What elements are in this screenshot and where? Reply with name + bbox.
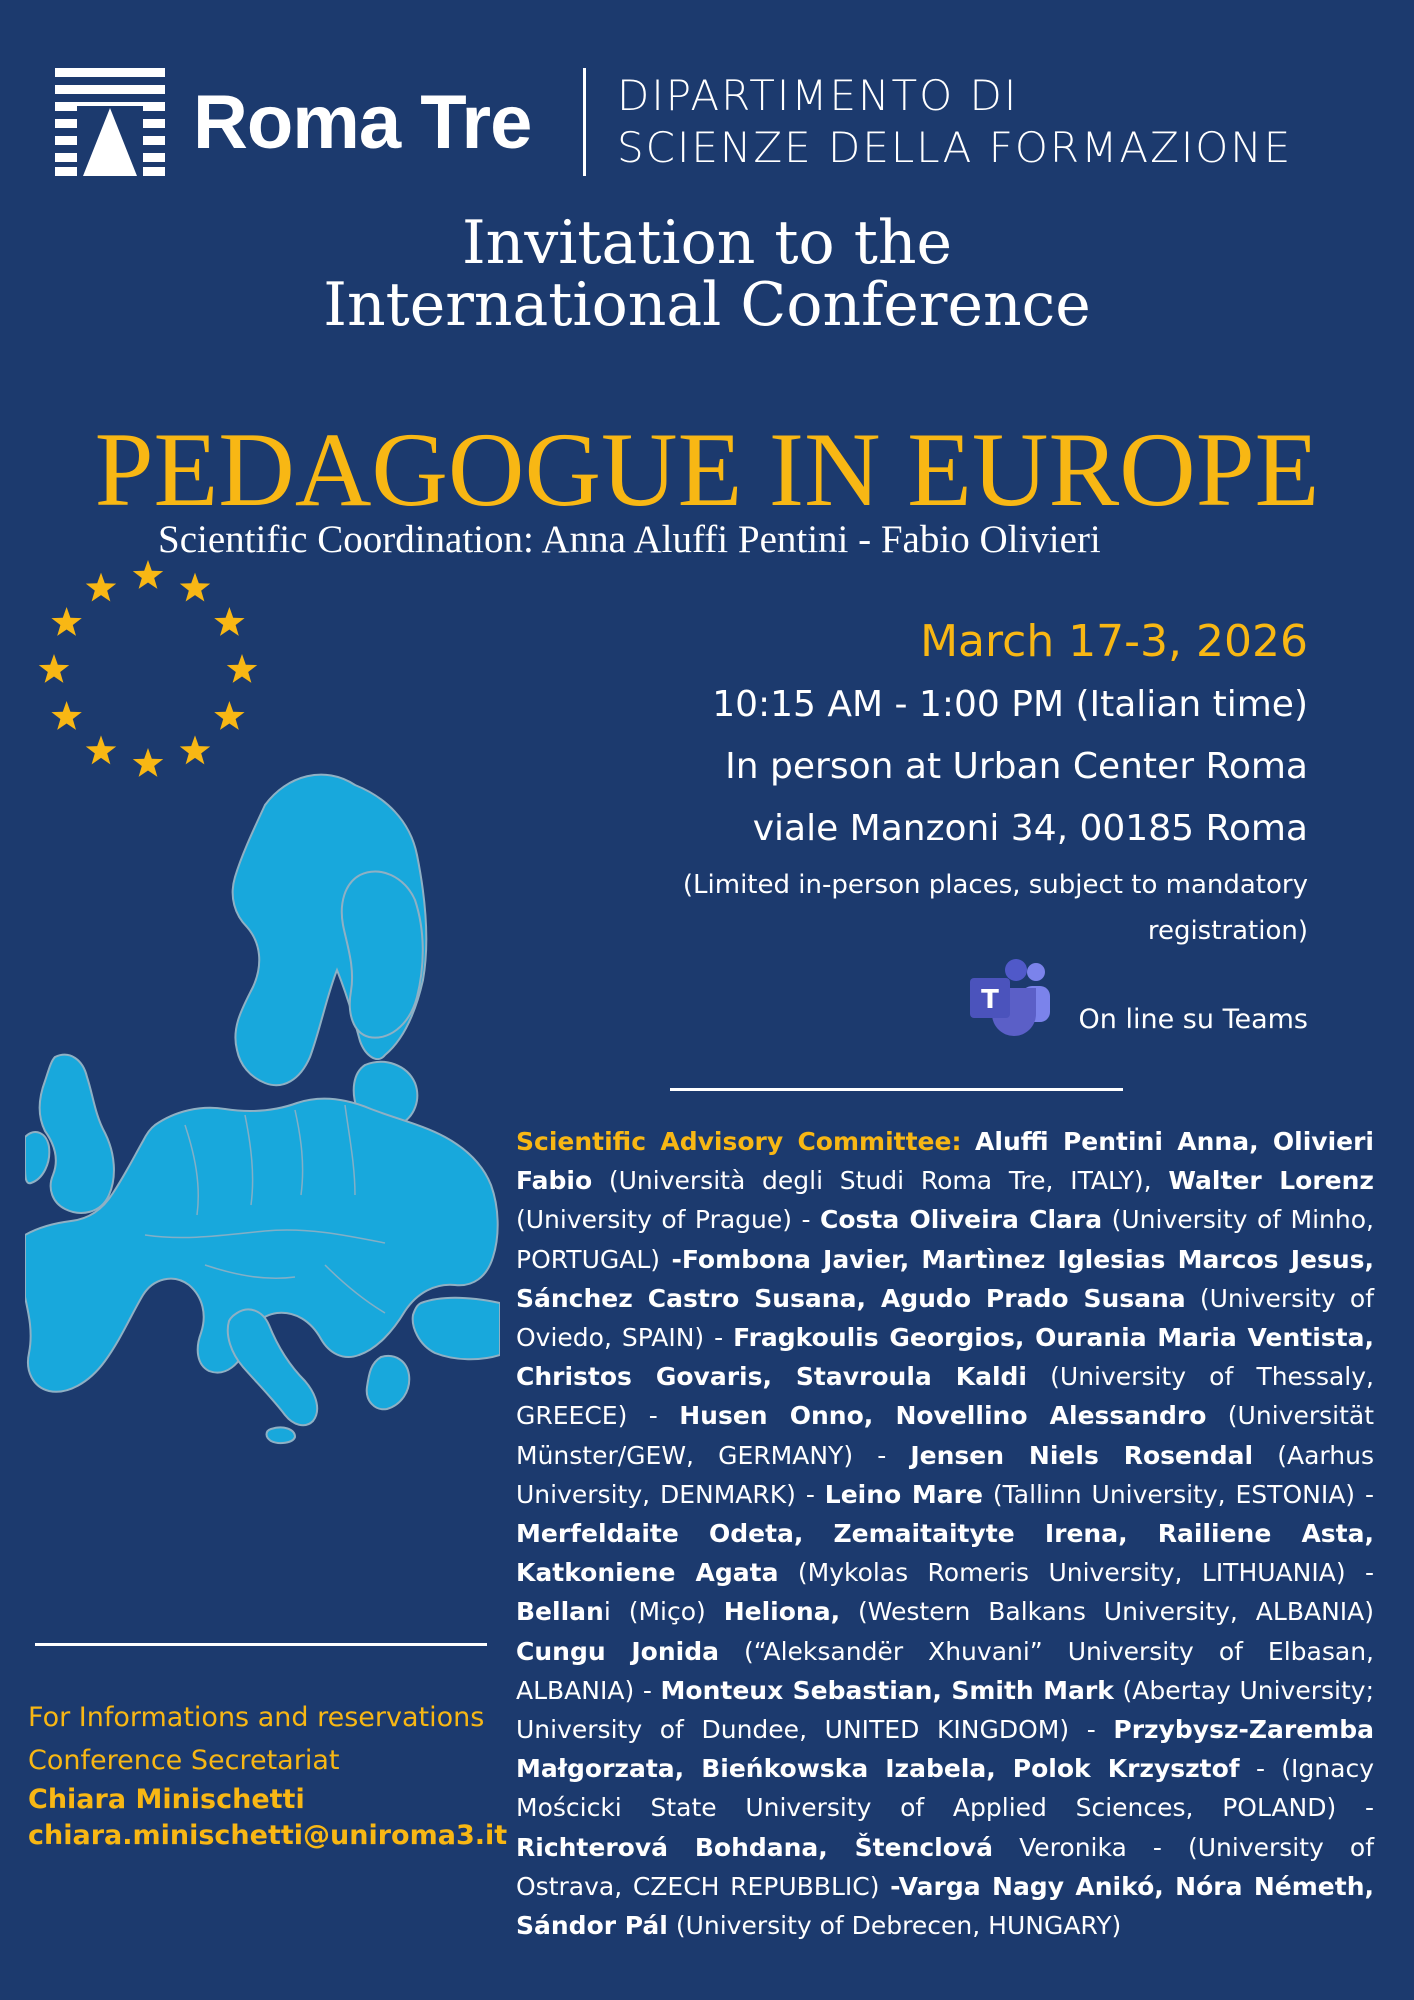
contact-line-2: Conference Secretariat [28, 1745, 340, 1776]
committee-affiliation: (University of Prague) - [516, 1205, 821, 1235]
eu-star-icon [86, 735, 116, 764]
eu-star-icon [86, 573, 116, 602]
eu-star-icon [39, 654, 69, 683]
event-address: viale Manzoni 34, 00185 Roma [752, 808, 1308, 849]
committee-affiliation: (Università degli Studi Roma Tre, ITALY), [592, 1166, 1169, 1196]
committee-affiliation: Veronika - (University of Ostrava, CZECH REPUBBLIC) [516, 1832, 1375, 1901]
invitation-heading [0, 208, 1414, 340]
eu-stars-icon [30, 560, 270, 780]
committee-member-names: Costa Oliveira Clara [820, 1205, 1103, 1235]
committee-member-names: Husen Onno, Novellino Alessandro [679, 1401, 1207, 1431]
committee-member-names: Bellan [516, 1597, 604, 1627]
event-online: On line su Teams [1078, 1004, 1308, 1035]
committee-member-names: Monteux Sebastian, Smith Mark [660, 1675, 1114, 1705]
event-note: (Limited in-person places, subject to mandatory registration) [682, 870, 1308, 946]
header-divider [583, 68, 586, 176]
contact-name: Chiara Minischetti [28, 1784, 305, 1815]
committee-affiliation: (University of Oviedo, SPAIN) - [516, 1283, 1375, 1353]
committee-member-names: Przybysz-Zaremba Małgorzata, Bieńkowska Izabela, Polok Krzysztof [516, 1715, 1374, 1784]
separator-right [670, 1088, 1123, 1091]
separator-left [35, 1643, 487, 1646]
committee-member-names: Jensen Niels Rosendal [910, 1440, 1254, 1470]
event-place: In person at Urban Center Roma [725, 746, 1308, 787]
committee-affiliation: i (Miço) [603, 1597, 724, 1627]
committee-affiliation: - (Ignacy Mościcki State University of Applied Sciences, POLAND) - [516, 1754, 1374, 1823]
teams-icon [968, 958, 1052, 1038]
department-line-1: DIPARTIMENTO DI [617, 71, 1019, 120]
conference-title: PEDAGOGUE IN EUROPE [94, 411, 1320, 528]
contact-email[interactable]: chiara.minischetti@uniroma3.it [28, 1820, 508, 1851]
committee-affiliation: (Tallinn University, ESTONIA) - [982, 1479, 1375, 1509]
committee-member-names: -Fombona Javier, Martìnez Iglesias Marcos Jesus, Sánchez Castro Susana, Agudo Prado Susana [516, 1244, 1375, 1313]
committee-affiliation: (Mykolas Romeris University, LITHUANIA) - [778, 1558, 1374, 1588]
eu-star-icon [214, 701, 244, 730]
committee-member-names: Fragkoulis Georgios, Ourania Maria Ventista, Christos Govaris, Stavroula Kaldi [516, 1323, 1374, 1392]
committee-member-names: Walter Lorenz [1168, 1166, 1374, 1196]
committee-member-names: Aluffi Pentini Anna, Olivieri Fabio [516, 1127, 1375, 1196]
event-time: 10:15 AM - 1:00 PM (Italian time) [712, 684, 1308, 725]
committee-member-names: Leino Mare [824, 1479, 983, 1509]
committee-affiliation: (Abertay University; University of Dundee, UNITED KINGDOM) - [516, 1675, 1374, 1745]
event-date: March 17-3, 2026 [920, 616, 1308, 667]
teams-icon-letter: T [981, 985, 999, 1015]
eu-star-icon [180, 573, 210, 602]
department-name [617, 70, 1292, 174]
committee-members [516, 1127, 1374, 1940]
scientific-coordination: Scientific Coordination: Anna Aluffi Pentini - Fabio Olivieri [158, 518, 1101, 561]
eu-star-icon [51, 701, 81, 730]
committee-affiliation: (Western Balkans University, ALBANIA) [840, 1597, 1375, 1627]
committee-affiliation: (Aarhus University, DENMARK) - [516, 1440, 1374, 1509]
eu-star-icon [133, 560, 163, 589]
eu-star-icon [214, 607, 244, 636]
committee-affiliation: (University of Minho, PORTUGAL) [516, 1205, 1374, 1274]
eu-star-icon [227, 654, 257, 683]
europe-map-icon [25, 765, 500, 1445]
committee-member-names: Richterová Bohdana, Štenclová [516, 1832, 994, 1862]
department-line-2: SCIENZE DELLA FORMAZIONE [617, 123, 1293, 172]
eu-star-icon [51, 607, 81, 636]
committee-affiliation: (“Aleksandër Xhuvani” University of Elbasan, ALBANIA) - [516, 1636, 1374, 1705]
invitation-line-1: Invitation to the [461, 208, 953, 278]
scientific-advisory-committee [516, 1122, 1374, 1945]
eu-star-icon [180, 735, 210, 764]
committee-member-names: Heliona, [723, 1597, 841, 1627]
committee-member-names: Cungu Jonida [516, 1636, 719, 1666]
invitation-line-2: International Conference [323, 270, 1091, 340]
contact-line-1: For Informations and reservations [28, 1702, 485, 1733]
committee-member-names: -Varga Nagy Anikó, Nóra Németh, Sándor Pál [516, 1871, 1374, 1941]
committee-label: Scientific Advisory Committee: [516, 1127, 962, 1156]
roma-tre-logo-icon [55, 68, 165, 176]
committee-affiliation: (University of Thessaly, GREECE) - [516, 1362, 1374, 1431]
committee-affiliation: (University of Debrecen, HUNGARY) [667, 1911, 1122, 1941]
committee-affiliation [961, 1127, 975, 1156]
committee-member-names: Merfeldaite Odeta, Zemaitaityte Irena, Railiene Asta, Katkoniene Agata [516, 1519, 1374, 1588]
contact-info [28, 1696, 518, 1854]
committee-affiliation: (Universität Münster/GEW, GERMANY) - [516, 1401, 1374, 1470]
logo-text: Roma Tre [193, 80, 532, 165]
